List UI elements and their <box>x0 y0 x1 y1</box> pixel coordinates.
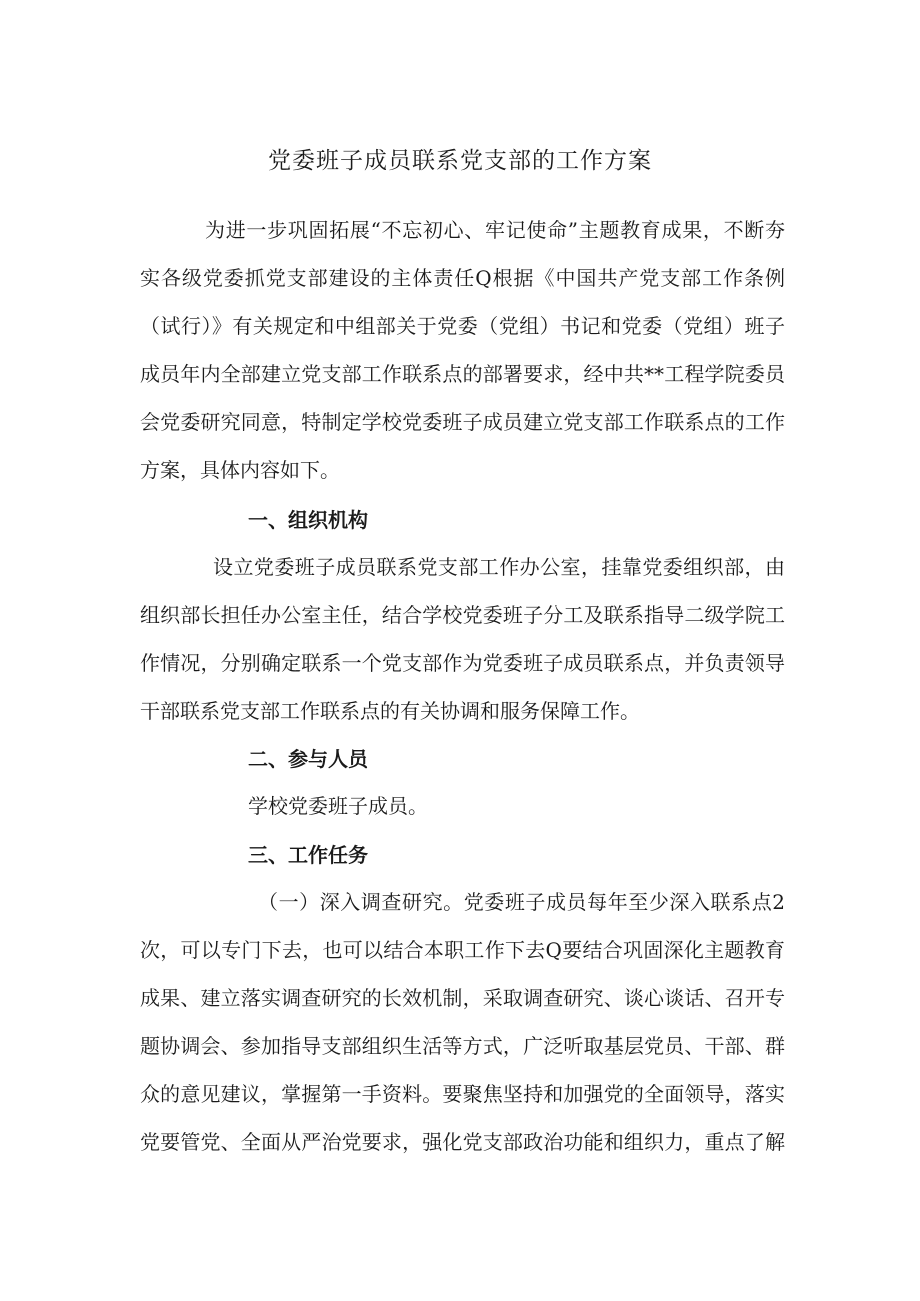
intro-line-4: 成员年内全部建立党支部工作联系点的部署要求，经中共**工程学院委员 <box>140 362 785 386</box>
section1-line-3: 作情况，分别确定联系一个党支部作为党委班子成员联系点，并负责领导 <box>140 651 785 675</box>
section1-line-4: 干部联系党支部工作联系点的有关协调和服务保障工作。 <box>140 699 640 723</box>
section3-line-4: 题协调会、参加指导支部组织生活等方式，广泛听取基层党员、干部、群 <box>140 1034 785 1058</box>
section2-line-1: 学校党委班子成员。 <box>248 794 428 818</box>
section3-line-6: 党要管党、全面从严治党要求，强化党支部政治功能和组织力，重点了解 <box>140 1130 785 1154</box>
intro-line-2: 实各级党委抓党支部建设的主体责任Q根据《中国共产党支部工作条例 <box>140 266 785 290</box>
section-heading-participants: 二、参与人员 <box>248 747 368 771</box>
intro-line-1: 为进一步巩固拓展“不忘初心、牢记使命”主题教育成果，不断夯 <box>205 218 785 242</box>
intro-line-5: 会党委研究同意，特制定学校党委班子成员建立党支部工作联系点的工作 <box>140 410 785 434</box>
section3-line-1: （一）深入调查研究。党委班子成员每年至少深入联系点2 <box>258 890 785 914</box>
section1-line-2: 组织部长担任办公室主任，结合学校党委班子分工及联系指导二级学院工 <box>140 603 785 627</box>
intro-line-3: （试行）》有关规定和中组部关于党委（党组）书记和党委（党组）班子 <box>140 314 785 338</box>
section-heading-organization: 一、组织机构 <box>248 508 368 532</box>
section-heading-tasks: 三、工作任务 <box>248 843 368 867</box>
section1-line-1: 设立党委班子成员联系党支部工作办公室，挂靠党委组织部，由 <box>213 555 785 579</box>
section3-line-5: 众的意见建议，掌握第一手资料。要聚焦坚持和加强党的全面领导，落实 <box>140 1082 785 1106</box>
section3-line-2: 次，可以专门下去，也可以结合本职工作下去Q要结合巩固深化主题教育 <box>140 938 785 962</box>
intro-line-6: 方案，具体内容如下。 <box>140 458 340 482</box>
document-title: 党委班子成员联系党支部的工作方案 <box>268 148 652 174</box>
section3-line-3: 成果、建立落实调查研究的长效机制，采取调查研究、谈心谈话、召开专 <box>140 986 785 1010</box>
